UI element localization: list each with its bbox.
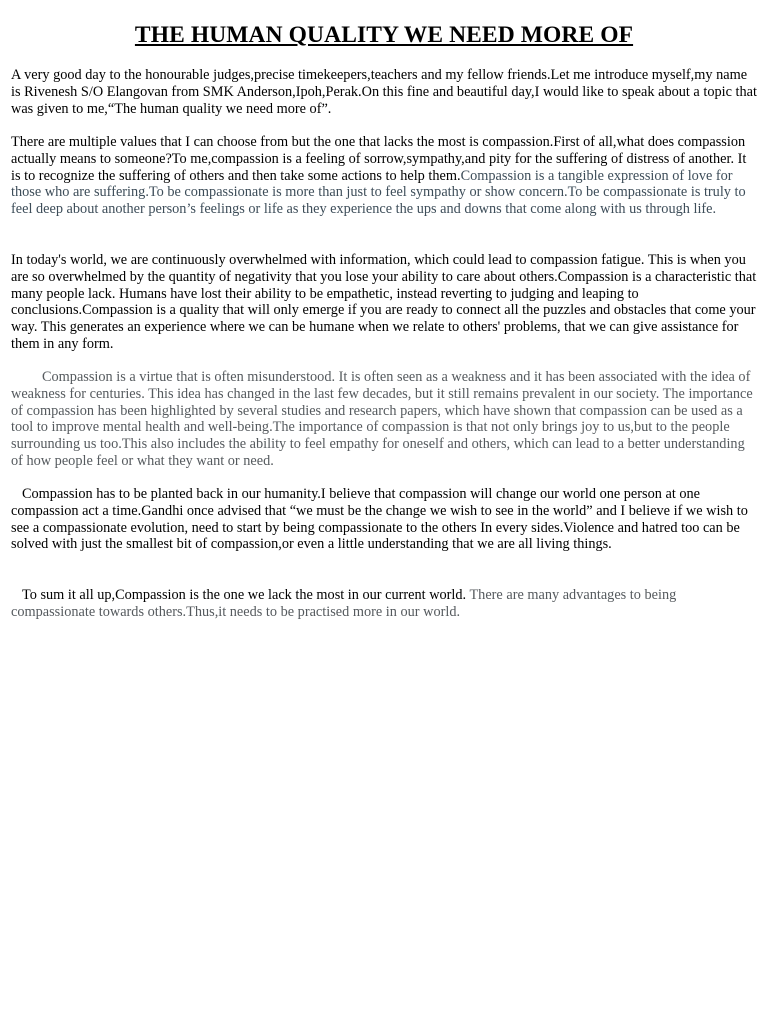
paragraph-compassion-fatigue [11, 252, 757, 353]
paragraph-conclusion [11, 587, 757, 621]
paragraph-text: To sum it all up,Compassion is the one we lack the most in our current world. [22, 587, 467, 603]
document-title: THE HUMAN QUALITY WE NEED MORE OF [134, 22, 634, 48]
paragraph-text: Compassion is a virtue that is often misunderstood. It is often seen as a weakness and it has been associated with the idea of weakness for centuries. This idea has changed in the last few decades, but it still remains prevalent in our society. The importance of compassion has been highlighted by several studies and research papers, which have shown that compassion can be used as a tool to improve mental health and well-being.The importance of compassion is that not only brings joy to us,but to the people surrounding us too.This also includes the ability to feel empathy for oneself and others, which can lead to a better understanding of how people feel or what they want or need. [11, 369, 753, 469]
paragraph-misunderstood-virtue [11, 369, 757, 470]
paragraph-compassion-definition [11, 134, 757, 218]
document-page [11, 20, 757, 620]
paragraph-planted-back [11, 486, 757, 553]
paragraph-text: A very good day to the honourable judges,precise timekeepers,teachers and my fellow friends.Let me introduce myself,my name is Rivenesh S/O Elangovan from SMK Anderson,Ipoh,Perak.On this fine and beautiful day,I would like to speak about a topic that was given to me,“The human quality we need more of”. [11, 67, 757, 117]
paragraph-text: Compassion has to be planted back in our humanity.I believe that compassion will change our world one person at one compassion act a time.Gandhi once advised that “we must be the change we wish to see in the world” and I believe if we wish to see a compassionate evolution, need to start by being compassionate to the others In every sides.Violence and hatred too can be solved with just the smallest bit of compassion,or even a little understanding that we are all living things. [11, 486, 748, 553]
paragraph-introduction [11, 67, 757, 117]
paragraph-text-highlight: Compassion is a tangible expression of love for those who are suffering.To be compassionate is more than just to feel sympathy or show concern.To be compassionate is truly to feel deep about another person’s feelings or life as they experience the ups and downs that come along with us through life. [11, 167, 746, 218]
paragraph-text: There are multiple values that I can choose from but the one that lacks the most is compassion.First of all,what does compassion actually means to someone?To me,compassion is a feeling of sorrow,sympathy,and pity for the suffering of distress of another. It is to recognize the suffering of others and then take some actions to help them. [11, 134, 747, 184]
paragraph-text: In today's world, we are continuously overwhelmed with information, which could lead to compassion fatigue. This is when you are so overwhelmed by the quantity of negativity that you lose your ability to care about others.Compassion is a characteristic that many people lack. Humans have lost their ability to be empathetic, instead reverting to judging and leaping to conclusions.Compassion is a quality that will only emerge if you are ready to connect all the puzzles and obstacles that come your way. This generates an experience where we can be humane when we relate to others' problems, that we can give assistance for them in any form. [11, 252, 757, 352]
paragraph-text-highlight: There are many advantages to being compassionate towards others.Thus,it needs to be practised more in our world. [11, 587, 677, 620]
